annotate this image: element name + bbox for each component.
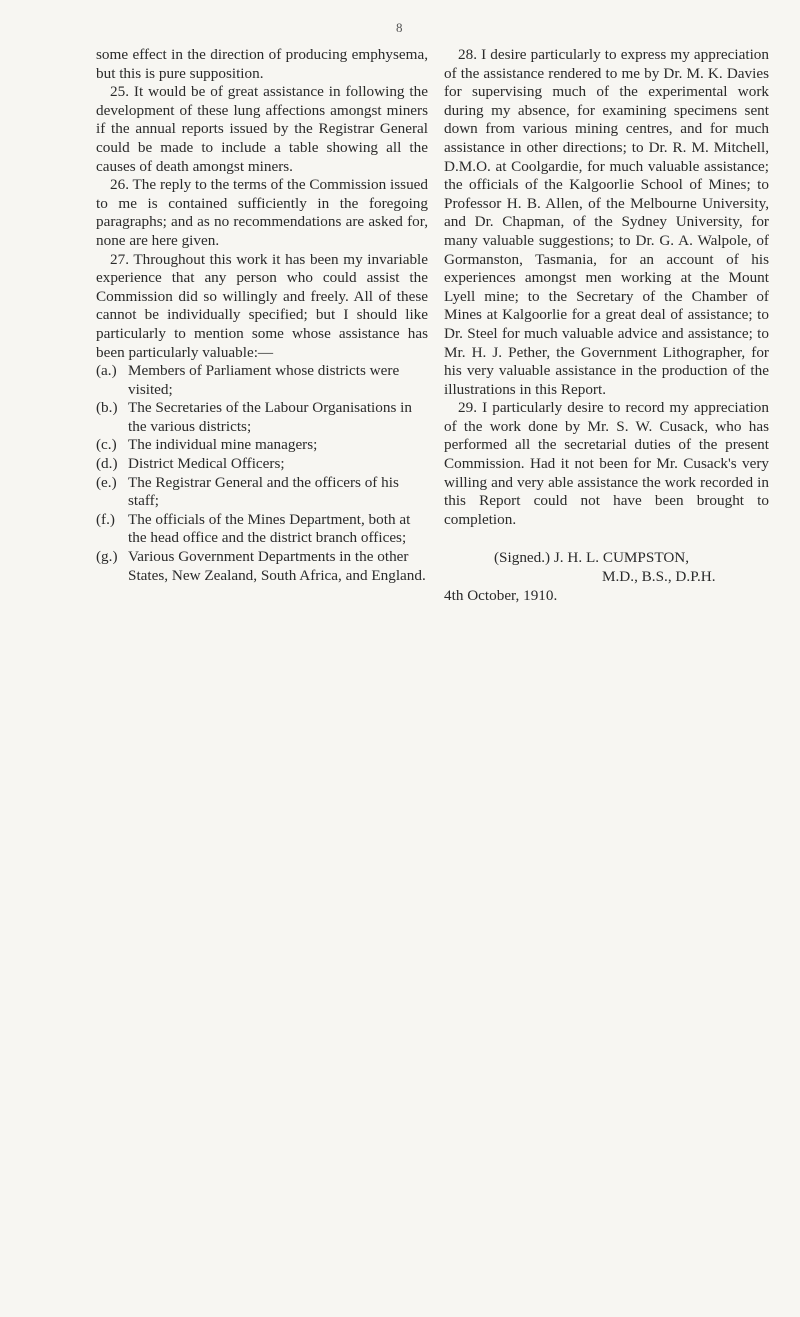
list-item-text: The Secretaries of the Labour Organisations in the various districts; bbox=[128, 399, 412, 435]
list-item-text: Various Government Departments in the other States, New Zealand, South Africa, and England. bbox=[128, 548, 426, 584]
list-item-text: Members of Parliament whose districts were visited; bbox=[128, 362, 400, 398]
list-item bbox=[96, 511, 428, 548]
list-item-text: The officials of the Mines Department, both at the head office and the district branch offices; bbox=[128, 510, 411, 547]
list-item bbox=[96, 474, 428, 511]
paragraph-continuation: some effect in the direction of producing emphysema, but this is pure supposition. bbox=[96, 46, 428, 82]
list-marker: (e.) bbox=[96, 473, 117, 491]
signature-date: 4th October, 1910. bbox=[444, 586, 558, 604]
page-number: 8 bbox=[396, 20, 403, 35]
paragraph-28: 28. I desire particularly to express my appreciation of the assistance rendered to me by Dr. M. K. Davies for supervising much of the experimental work during my absence, for examining specimens sent down from various mining centres, and for much assistance in other directions; to Dr. R. M. Mitchell, D.M.O. at Coolgardie, for much valuable assistance; the officials of the Kalgoorlie School of Mines; to Professor H. B. Allen, of the Melbourne University, and Dr. Chapman, of the Sydney University, for many valuable suggestions; to Dr. G. A. Walpole, of Gormanston, Tasmania, for an account of his experiences amongst men working at the Mount Lyell mine; to the Secretary of the Chamber of Mines at Kalgoorlie for a great deal of assistance; to Dr. Steel for much valuable advice and assistance; to Mr. H. J. Pether, the Government Lithographer, for his very valuable assistance in the production of the illustrations in this Report. bbox=[444, 46, 769, 398]
signature-block bbox=[444, 549, 769, 605]
list-item bbox=[96, 399, 428, 436]
list-marker: (c.) bbox=[96, 436, 117, 454]
paragraph-27: 27. Throughout this work it has been my invariable experience that any person who could assist the Commission did so willingly and freely. All of these cannot be individually specified; but I should like particularly to mention some whose assistance has been particularly valuable:— bbox=[96, 250, 428, 361]
list-marker: (a.) bbox=[96, 362, 117, 380]
list-item-text: The individual mine managers; bbox=[128, 436, 318, 454]
list-marker: (f.) bbox=[96, 510, 115, 528]
paragraph-26: 26. The reply to the terms of the Commission issued to me is contained sufficiently in the foregoing paragraphs; and as no recommendations are asked for, none are here given. bbox=[96, 176, 428, 249]
list-marker: (g.) bbox=[96, 548, 118, 566]
list-item bbox=[96, 436, 428, 455]
acknowledgement-list bbox=[96, 362, 428, 585]
list-marker: (b.) bbox=[96, 399, 118, 417]
list-item-text: District Medical Officers; bbox=[128, 455, 285, 473]
paragraph-29: 29. I particularly desire to record my appreciation of the work done by Mr. S. W. Cusack, who has performed all the secretarial duties of the present Commission. Had it not been for Mr. Cusack's very willing and very able assistance the work recorded in this Report could not have been brought to completion. bbox=[444, 399, 769, 528]
list-item-text: The Registrar General and the officers of his staff; bbox=[128, 473, 399, 510]
left-column bbox=[96, 46, 428, 585]
list-item bbox=[96, 362, 428, 399]
paragraph-25: 25. It would be of great assistance in following the development of these lung affections amongst miners if the annual reports issued by the Registrar General could be made to include a table showing all the causes of death amongst miners. bbox=[96, 83, 428, 175]
signature-line: (Signed.) J. H. L. CUMPSTON, bbox=[494, 549, 690, 567]
right-column bbox=[444, 46, 769, 605]
list-item bbox=[96, 455, 428, 474]
list-marker: (d.) bbox=[96, 455, 118, 473]
signature-qualifications: M.D., B.S., D.P.H. bbox=[602, 568, 716, 586]
list-item bbox=[96, 548, 428, 585]
